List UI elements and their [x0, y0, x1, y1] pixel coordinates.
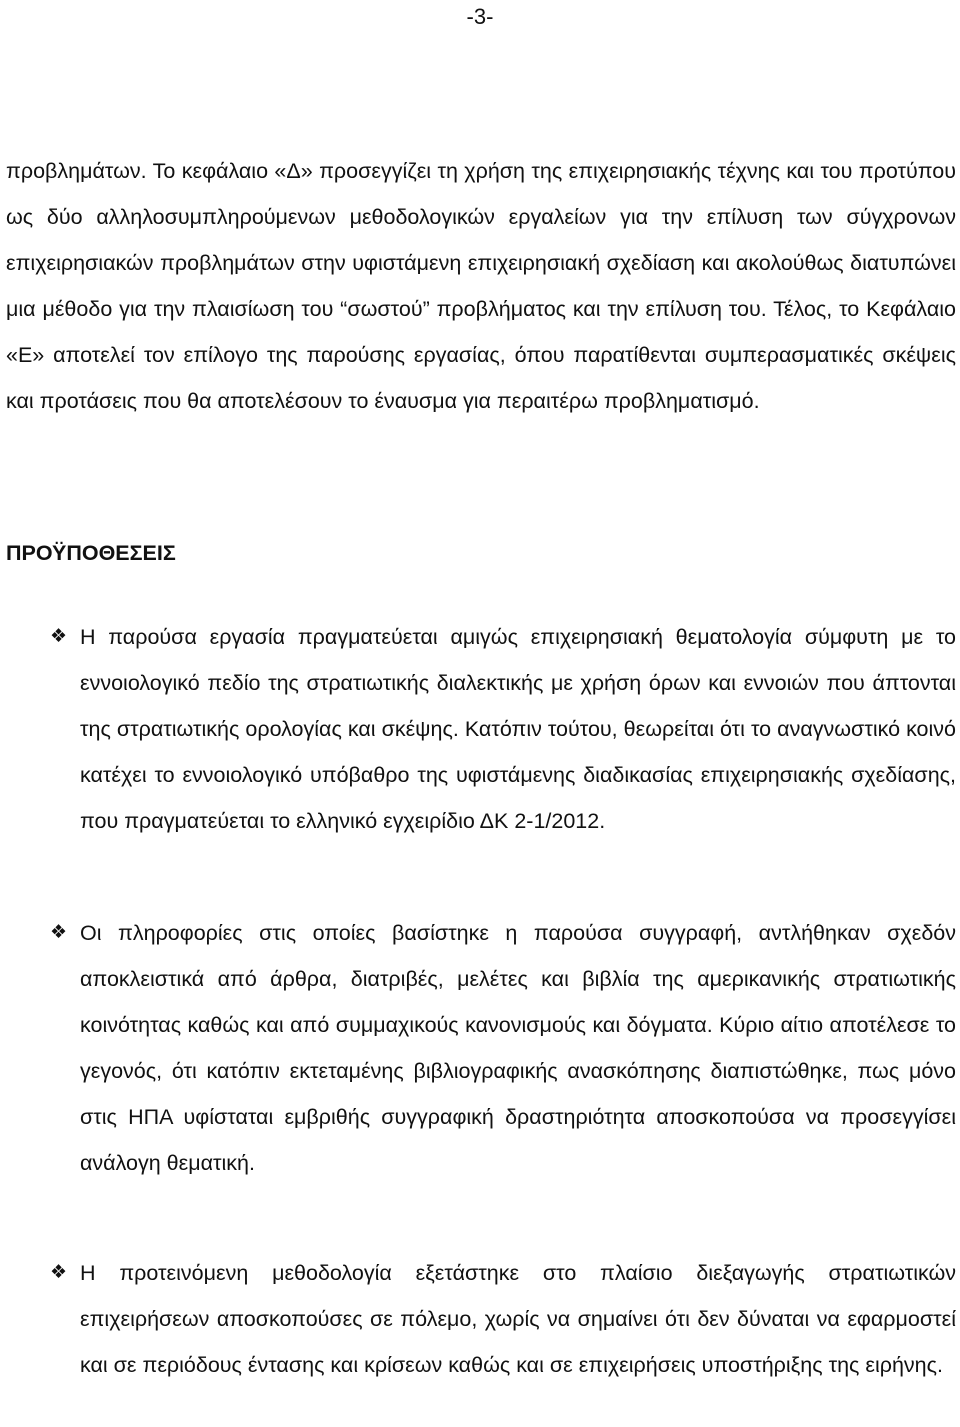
list-item [50, 910, 956, 1186]
diamond-bullet-icon: ❖ [50, 1262, 68, 1283]
list-item-text: Η παρούσα εργασία πραγματεύεται αμιγώς επιχειρησιακή θεματολογία σύμφυτη με το εννοιολογικό πεδίο της στρατιωτικής διαλεκτικής με χρήση όρων και εννοιών που άπτονται της στρατιωτικής ορολογίας και σκέψης. Κατόπιν τούτου, θεωρείται ότι το αναγνωστικό κοινό κατέχει το εννοιολογικό υπόβαθρο της υφιστάμενης διαδικασίας επιχειρησιακής σχεδίασης, που πραγματεύεται το ελληνικό εγχειρίδιο ΔΚ 2-1/2012. [80, 625, 956, 833]
list-item [50, 614, 956, 844]
list-item [50, 1250, 956, 1388]
diamond-bullet-icon: ❖ [50, 922, 68, 943]
list-item-text: Οι πληροφορίες στις οποίες βασίστηκε η παρούσα συγγραφή, αντλήθηκαν σχεδόν αποκλειστικά από άρθρα, διατριβές, μελέτες και βιβλία της αμερικανικής στρατιωτικής κοινότητας καθώς και από συμμαχικούς κανονισμούς και δόγματα. Κύριο αίτιο αποτέλεσε το γεγονός, ότι κατόπιν εκτεταμένης βιβλιογραφικής ανασκόπησης διαπιστώθηκε, πως μόνο στις ΗΠΑ υφίσταται εμβριθής συγγραφική δραστηριότητα αποσκοπούσα να προσεγγίσει ανάλογη θεματική. [80, 921, 956, 1175]
list-item-text: Η προτεινόμενη μεθοδολογία εξετάστηκε στο πλαίσιο διεξαγωγής στρατιωτικών επιχειρήσεων αποσκοπούσες σε πόλεμο, χωρίς να σημαίνει ότι δεν δύναται να εφαρμοστεί και σε περιόδους έντασης και κρίσεων καθώς και σε επιχειρήσεις υποστήριξης της ειρήνης. [80, 1261, 956, 1377]
intro-paragraph: προβλημάτων. Το κεφάλαιο «Δ» προσεγγίζει τη χρήση της επιχειρησιακής τέχνης και του προτύπου ως δύο αλληλοσυμπληρούμενων μεθοδολογικών εργαλείων για την επίλυση των σύγχρονων επιχειρησιακών προβλημάτων στην υφιστάμενη επιχειρησιακή σχεδίαση και ακολούθως διατυπώνει μια μέθοδο για την πλαισίωση του “σωστού” προβλήματος και την επίλυση του. Τέλος, το Κεφάλαιο «Ε» αποτελεί τον επίλογο της παρούσης εργασίας, όπου παρατίθενται συμπερασματικές σκέψεις και προτάσεις που θα αποτελέσουν το έναυσμα για περαιτέρω προβληματισμό. [6, 159, 956, 413]
section-title: ΠΡΟΫΠΟΘΕΣΕΙΣ [6, 541, 176, 565]
diamond-bullet-icon: ❖ [50, 626, 68, 647]
page-number: -3- [466, 4, 494, 29]
